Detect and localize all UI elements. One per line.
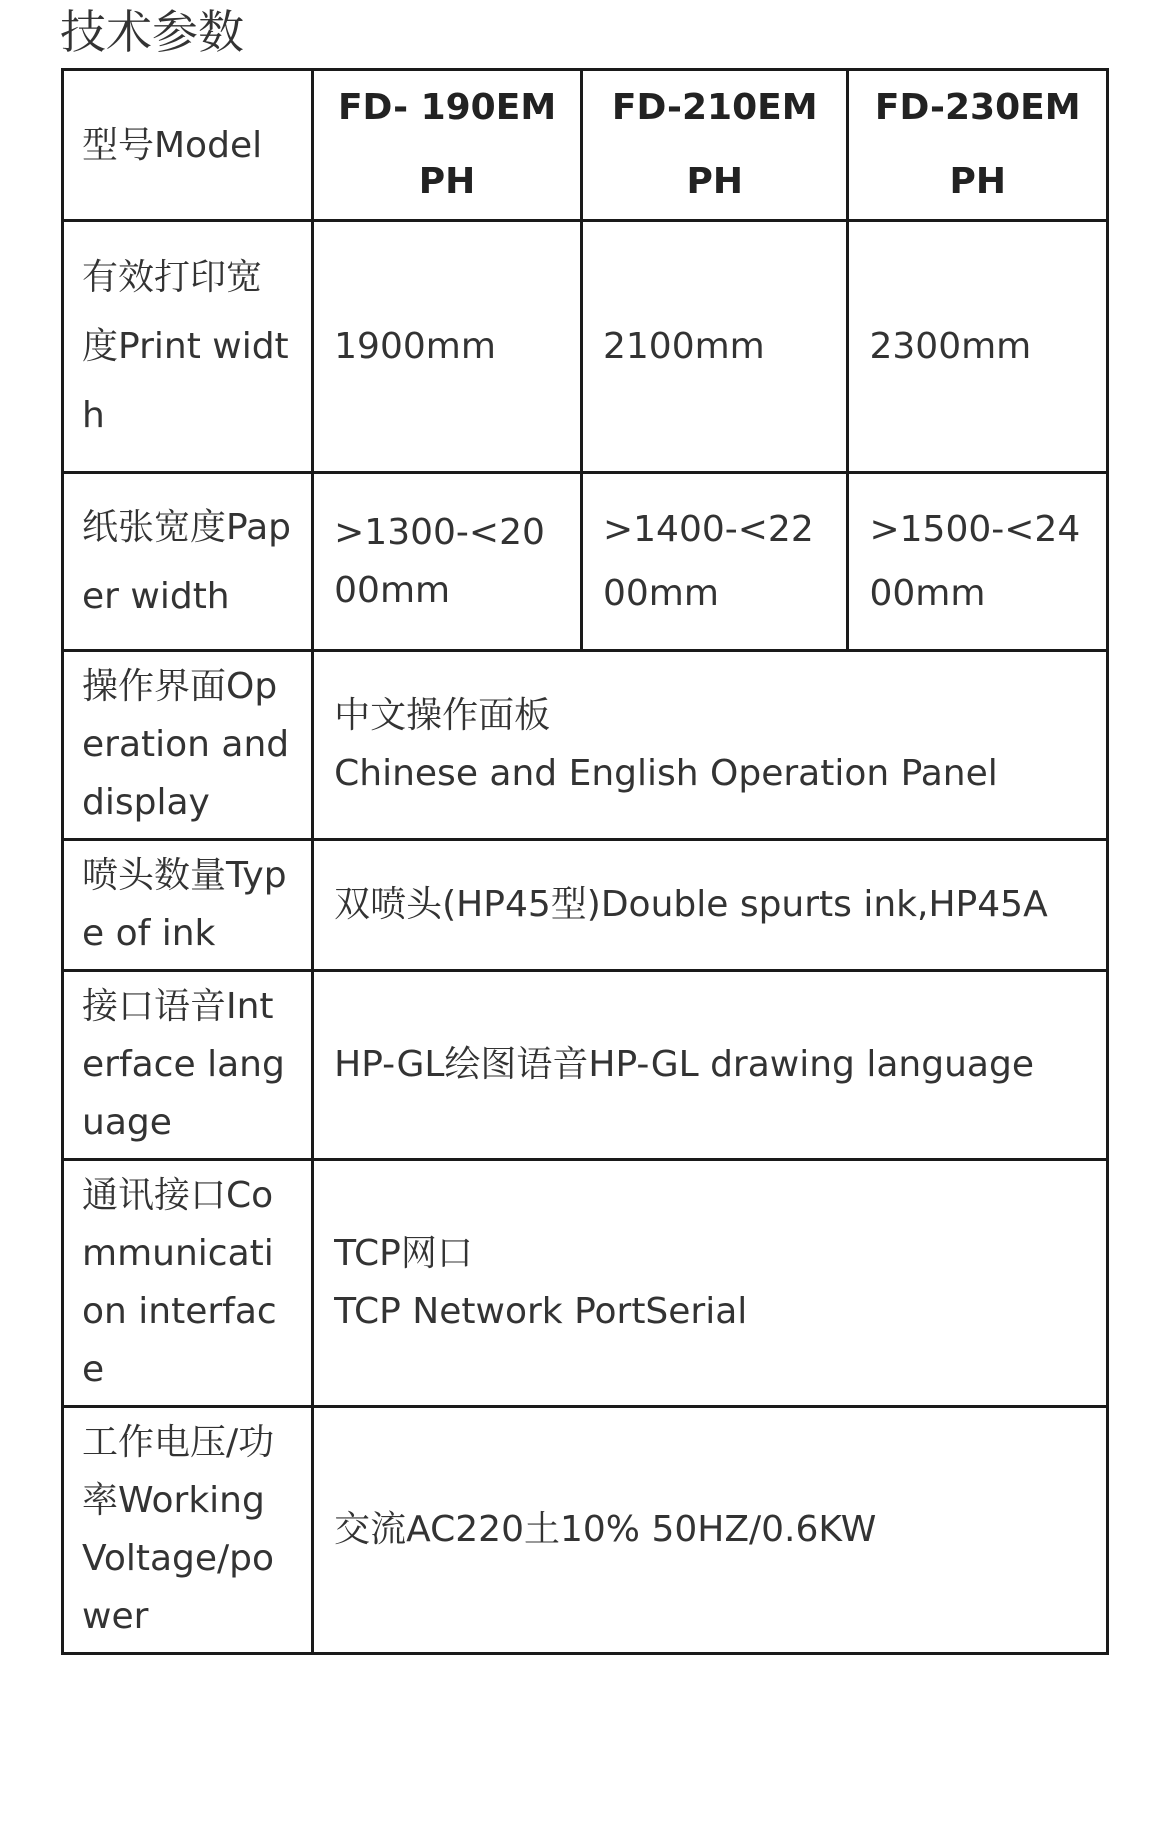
row-label-cell [63, 651, 313, 840]
value-cell-wide [313, 1407, 1108, 1654]
table-row-model [63, 70, 1108, 221]
value-cell-wide [313, 651, 1108, 840]
cell-value-cn: TCP网口 [334, 1233, 473, 1274]
cell-value: 1900mm [334, 326, 496, 367]
model-name: FD-230EM PH [874, 87, 1081, 202]
value-cell [313, 221, 582, 473]
value-cell-wide [313, 1160, 1108, 1407]
row-label: 喷头数量Type of ink [82, 855, 287, 954]
cell-value: >1300-<2000mm [334, 511, 545, 611]
model-name: FD-210EM PH [611, 87, 818, 202]
model-header-cell [848, 70, 1108, 221]
model-header-cell [313, 70, 582, 221]
row-label: 纸张宽度Paper width [82, 506, 292, 617]
table-row-paper-width [63, 473, 1108, 651]
value-cell [848, 221, 1108, 473]
row-label: 接口语音Interface language [82, 986, 285, 1143]
cell-value-en: TCP Network PortSerial [334, 1291, 748, 1332]
row-label-cell [63, 1407, 313, 1654]
table-row-print-width [63, 221, 1108, 473]
cell-value: HP-GL绘图语音HP-GL drawing language [334, 1044, 1034, 1085]
row-label-cell [63, 840, 313, 971]
cell-value: >1500-<2400mm [869, 508, 1081, 614]
cell-value: 交流AC220土10% 50HZ/0.6KW [334, 1509, 877, 1550]
table-row-ink [63, 840, 1108, 971]
model-name: FD- 190EM PH [337, 87, 557, 202]
model-label: 型号Model [82, 124, 263, 166]
table-row-operation [63, 651, 1108, 840]
row-label-cell [63, 221, 313, 473]
cell-value: >1400-<2200mm [602, 508, 814, 614]
cell-value: 2100mm [602, 326, 765, 367]
row-label-cell [63, 473, 313, 651]
row-label: 有效打印宽度Print width [82, 257, 289, 436]
page-title: 技术参数 [60, 5, 244, 59]
model-label-cell [63, 70, 313, 221]
row-label: 工作电压/功率Working Voltage/power [82, 1422, 275, 1637]
value-cell-wide [313, 840, 1108, 971]
row-label-cell [63, 971, 313, 1160]
cell-value: 双喷头(HP45型)Double spurts ink,HP45A [334, 884, 1048, 925]
value-cell-wide [313, 971, 1108, 1160]
value-cell [848, 473, 1108, 651]
row-label-cell [63, 1160, 313, 1407]
cell-value: 2300mm [869, 326, 1032, 367]
table-row-voltage [63, 1407, 1108, 1654]
cell-value-en: Chinese and English Operation Panel [334, 753, 998, 794]
value-cell [581, 221, 848, 473]
spec-table [61, 68, 1109, 1655]
row-label: 通讯接口Communication interface [82, 1175, 277, 1390]
row-label: 操作界面Operation and display [82, 666, 290, 823]
cell-value-cn: 中文操作面板 [334, 695, 551, 736]
table-row-communication [63, 1160, 1108, 1407]
value-cell [581, 473, 848, 651]
value-cell [313, 473, 582, 651]
table-row-interface-language [63, 971, 1108, 1160]
model-header-cell [581, 70, 848, 221]
